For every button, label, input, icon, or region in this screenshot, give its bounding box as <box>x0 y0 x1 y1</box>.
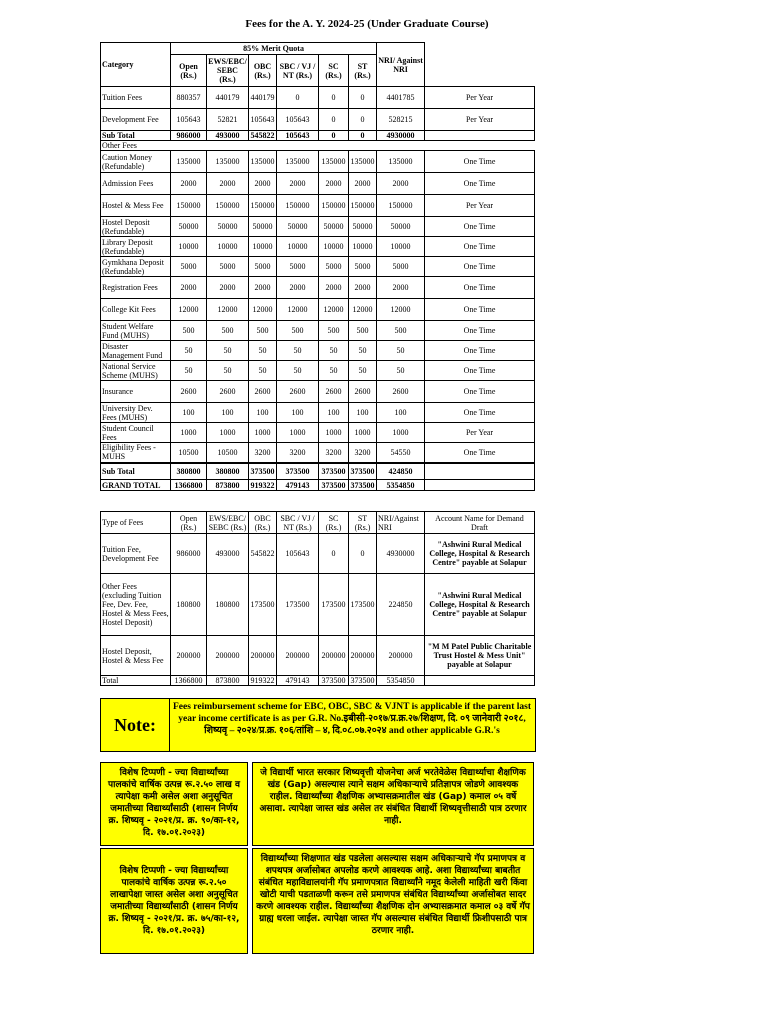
fee-value: 2000 <box>171 173 207 195</box>
fee-value: 373500 <box>319 676 349 686</box>
fee-value: 50000 <box>207 217 249 237</box>
fee-value: 173500 <box>349 574 377 636</box>
fee-frequency: One Time <box>425 217 535 237</box>
fee-value: 380800 <box>207 463 249 480</box>
special-note-right-1: जे विद्यार्थी भारत सरकार शिष्यवृत्ती योजनेचा अर्ज भरतेवेळेस विद्यार्थ्याचा शैक्षणिक खंड (Gap) असल्यास त्याने सक्षम अधिकाऱ्याचे प्रतिज्ञापत्र जोडणे आवश्यक राहील. विद्यार्थ्यांच्या शैक्षणिक अभ्यासक्रमातील खंड (Gap) कमाल ०५ वर्षे असावा. त्यापेक्षा जास्त खंड असेल तर संबंधित विद्यार्थी शिष्यवृत्तीसाठी पात्र ठरणार नाही. <box>252 762 534 846</box>
fee-value: 493000 <box>207 534 249 574</box>
fee-row <box>101 381 535 403</box>
fee-label: Hostel & Mess Fee <box>101 195 171 217</box>
fee-value: 10000 <box>249 237 277 257</box>
fee-value: 4930000 <box>377 131 425 141</box>
merit-quota-header: 85% Merit Quota <box>171 43 377 55</box>
fee-value: 200000 <box>207 636 249 676</box>
fee-label: Student Welfare Fund (MUHS) <box>101 321 171 341</box>
fee-value: 105643 <box>249 109 277 131</box>
fee-value: 4930000 <box>377 534 425 574</box>
fee-value: 12000 <box>277 299 319 321</box>
fee-row <box>101 257 535 277</box>
fee-value: 2600 <box>377 381 425 403</box>
fee-value: 180800 <box>207 574 249 636</box>
fee-value: 5354850 <box>377 480 425 491</box>
note-box <box>100 698 536 752</box>
fee-value: 5000 <box>171 257 207 277</box>
fee-value: 986000 <box>171 131 207 141</box>
fee-value: 986000 <box>171 534 207 574</box>
fee-value <box>319 141 349 151</box>
fee-value: 135000 <box>377 151 425 173</box>
fee-value: 380800 <box>171 463 207 480</box>
fee-value: 135000 <box>277 151 319 173</box>
fee-value: 12000 <box>319 299 349 321</box>
fee-value: 12000 <box>349 299 377 321</box>
fee-value: 3200 <box>349 443 377 463</box>
header-nri: NRI/ Against NRI <box>377 43 425 87</box>
fee-value: 440179 <box>207 87 249 109</box>
fee-value <box>207 141 249 151</box>
fee-value <box>277 141 319 151</box>
fee-label: Student Council Fees <box>101 423 171 443</box>
fee-value <box>171 141 207 151</box>
fee-value: 173500 <box>249 574 277 636</box>
fee-value: 10000 <box>377 237 425 257</box>
draft-row <box>101 676 535 686</box>
special-note-right-2: विद्यार्थ्यांच्या शिक्षणात खंड पडलेला असल्यास सक्षम अधिकाऱ्याचे गॅप प्रमाणपत्र व शपथपत्र अर्जासोबत अपलोड करणे आवश्यक आहे. अशा विद्यार्थ्यांच्या बाबतीत संबंधित महाविद्यालयांनी गॅप प्रमाणपत्रात विद्यार्थ्यांने नमूद केलेली माहिती खरी किंवा खोटी याची पडताळणी करून तसे प्रमाणपत्र संबंधित विद्यार्थ्यांच्या अर्जासोबत सादर करणे आवश्यक राहील. विद्यार्थ्यांच्या शैक्षणिक दोन अभ्यासक्रमात कमाल ०३ वर्षे गॅप ग्राह्य धरला जाईल. त्यापेक्षा जास्त गॅप असल्यास संबंधित विद्यार्थी फ्रिशीपसाठी पात्र ठरणार नाही. <box>252 848 534 954</box>
fee-value: 2000 <box>277 173 319 195</box>
fee-frequency: One Time <box>425 151 535 173</box>
fee-label: Insurance <box>101 381 171 403</box>
fee-value: 0 <box>349 131 377 141</box>
fee-value: 0 <box>319 534 349 574</box>
fee-value: 2000 <box>249 173 277 195</box>
fee-value: 135000 <box>207 151 249 173</box>
fee-value: 0 <box>349 109 377 131</box>
fee-label: University Dev. Fees (MUHS) <box>101 403 171 423</box>
fee-value: 10000 <box>349 237 377 257</box>
fee-value: 919322 <box>250 480 275 490</box>
fee-row <box>101 299 535 321</box>
fee-label: Sub Total <box>101 463 171 480</box>
fee-value: 50 <box>349 341 377 361</box>
fee-frequency: One Time <box>425 443 535 463</box>
fee-label: Development Fee <box>101 109 171 131</box>
fee-value: 2000 <box>319 173 349 195</box>
header-ews: EWS/EBC/ SEBC (Rs.) <box>207 512 249 534</box>
fee-value: 12000 <box>249 299 277 321</box>
fee-type: Other Fees (excluding Tuition Fee, Dev. Fee, Hostel & Mess Fees, Hostel Deposit) <box>101 574 171 636</box>
fee-row <box>101 151 535 173</box>
fee-frequency: One Time <box>425 321 535 341</box>
fee-value: 2000 <box>319 277 349 299</box>
note-text: Fees reimbursement scheme for EBC, OBC, SBC & VJNT is applicable if the parent last year income certificate is as per G.R. No.इबीसी-२०१७/प्र.क्र.२७/शिक्षण, दि. ०९ जानेवारी २०१८, शिष्यवृ – २०२४/प्र.क्र. १०६/तांशि – ४, दि.०८.०७.२०२४ and other applicable G.R.'s <box>173 702 531 736</box>
fee-frequency: One Time <box>425 361 535 381</box>
fee-label: College Kit Fees <box>101 299 171 321</box>
fee-value: 5000 <box>207 257 249 277</box>
fee-frequency: One Time <box>425 257 535 277</box>
fee-value: 2000 <box>349 277 377 299</box>
fee-value: 545822 <box>250 131 275 140</box>
header-category: Category <box>101 43 171 87</box>
fee-value: 12000 <box>171 299 207 321</box>
fee-value: 424850 <box>377 463 425 480</box>
header-sbc: SBC / VJ / NT (Rs.) <box>277 512 319 534</box>
fee-value: 50000 <box>377 217 425 237</box>
fee-value: 873800 <box>207 480 249 491</box>
fee-value: 150000 <box>277 195 319 217</box>
account-name: "Ashwini Rural Medical College, Hospital & Research Centre" payable at Solapur <box>425 574 535 636</box>
special-note-left-2: विशेष टिप्पणी - ज्या विद्यार्थ्यांच्या पालकांचे वार्षिक उत्पन्न रू.२.५० लाखापेक्षा जास्त असेल अशा अनुसूचित जमातीच्या विद्यार्थ्यांसाठी (शासन निर्णय क्र. शिष्यवृ - २०२१/प्र. क्र. ७५/का-१२, दि. १७.०१.२०२३) <box>100 848 248 954</box>
fee-value: 0 <box>277 87 319 109</box>
fee-value: 5000 <box>377 257 425 277</box>
note-label: Note: <box>101 699 170 751</box>
fee-value: 5354850 <box>377 676 425 686</box>
fee-value: 2600 <box>171 381 207 403</box>
fee-frequency: Per Year <box>425 109 535 131</box>
fee-value: 2600 <box>319 381 349 403</box>
fee-value: 500 <box>349 321 377 341</box>
fee-value: 135000 <box>319 151 349 173</box>
fee-value: 373500 <box>349 480 377 491</box>
fee-value: 105643 <box>171 109 207 131</box>
special-note-left-1: विशेष टिप्पणी - ज्या विद्यार्थ्यांच्या पालकांचे वार्षिक उत्पन्न रू.२.५० लाख व त्यापेक्षा कमी असेल अशा अनुसूचित जमातीच्या विद्यार्थ्यांसाठी (शासन निर्णय क्र. शिष्यवृ - २०२१/प्र. क्र. ९०/का-१२, दि. १७.०१.२०२३) <box>100 762 248 846</box>
header-open: Open (Rs.) <box>171 512 207 534</box>
fee-row <box>101 141 535 151</box>
fee-value: 10000 <box>207 237 249 257</box>
fee-value: 373500 <box>319 463 349 480</box>
fee-frequency: One Time <box>425 237 535 257</box>
fee-row <box>101 87 535 109</box>
fee-value: 50000 <box>319 217 349 237</box>
fee-value: 500 <box>319 321 349 341</box>
fee-value: 150000 <box>319 195 349 217</box>
fee-value: 880357 <box>171 87 207 109</box>
fee-value: 545822 <box>249 534 277 574</box>
fee-value: 10500 <box>207 443 249 463</box>
fee-value: 500 <box>171 321 207 341</box>
fee-row <box>101 237 535 257</box>
fee-value: 200000 <box>277 636 319 676</box>
draft-row <box>101 534 535 574</box>
header-obc: OBC (Rs.) <box>249 55 277 87</box>
fee-value: 10000 <box>171 237 207 257</box>
fee-frequency: One Time <box>425 277 535 299</box>
fee-value: 2000 <box>207 173 249 195</box>
fee-value: 10000 <box>277 237 319 257</box>
fee-row <box>101 173 535 195</box>
fee-value: 105643 <box>277 131 319 141</box>
header-blank <box>425 43 535 87</box>
fee-label: Eligibility Fees - MUHS <box>101 443 171 463</box>
fee-category-table <box>100 42 535 491</box>
page-title: Fees for the A. Y. 2024-25 (Under Graduate Course) <box>245 18 489 30</box>
fee-row <box>101 423 535 443</box>
account-name: "M M Patel Public Charitable Trust Hostel & Mess Unit" payable at Solapur <box>425 636 535 676</box>
fee-value: 52821 <box>207 109 249 131</box>
fee-value <box>249 141 277 151</box>
fee-value: 50000 <box>171 217 207 237</box>
fee-value: 50 <box>319 341 349 361</box>
fee-value: 150000 <box>377 195 425 217</box>
fee-value: 10500 <box>171 443 207 463</box>
draft-row <box>101 636 535 676</box>
fee-row <box>101 195 535 217</box>
fee-label: Sub Total <box>101 131 171 141</box>
fee-frequency: One Time <box>425 403 535 423</box>
fee-frequency: One Time <box>425 173 535 195</box>
fee-value: 50000 <box>349 217 377 237</box>
fee-value: 54550 <box>377 443 425 463</box>
fee-value: 50 <box>277 341 319 361</box>
header-sc: SC (Rs.) <box>319 512 349 534</box>
fee-value: 5000 <box>277 257 319 277</box>
fee-value: 2000 <box>249 277 277 299</box>
fee-frequency: Per Year <box>425 195 535 217</box>
fee-value: 150000 <box>349 195 377 217</box>
header-ews: EWS/EBC/ SEBC (Rs.) <box>207 55 249 87</box>
fee-row <box>101 443 535 463</box>
fee-value: 105643 <box>277 534 319 574</box>
fee-value: 3200 <box>249 443 277 463</box>
fee-value: 135000 <box>349 151 377 173</box>
fee-value: 2000 <box>277 277 319 299</box>
fee-value: 1366800 <box>171 480 207 491</box>
fee-value <box>349 141 377 151</box>
fee-value: 1000 <box>377 423 425 443</box>
draft-row <box>101 574 535 636</box>
fee-value: 2600 <box>277 381 319 403</box>
header-st: ST (Rs.) <box>349 512 377 534</box>
fee-value: 500 <box>249 321 277 341</box>
fee-value: 1000 <box>171 423 207 443</box>
fee-value: 50 <box>249 361 277 381</box>
fee-label: Disaster Management Fund <box>101 341 171 361</box>
fee-value: 50000 <box>277 217 319 237</box>
fee-row <box>101 321 535 341</box>
header-sc: SC (Rs.) <box>319 55 349 87</box>
demand-draft-table <box>100 511 535 686</box>
fee-row <box>101 341 535 361</box>
fee-value: 100 <box>319 403 349 423</box>
header-account-name: Account Name for Demand Draft <box>425 512 535 534</box>
header-sbc: SBC / VJ / NT (Rs.) <box>277 55 319 87</box>
fee-value: 0 <box>319 109 349 131</box>
fee-value: 500 <box>277 321 319 341</box>
fee-label: Tuition Fees <box>101 87 171 109</box>
fee-value: 2000 <box>349 173 377 195</box>
fee-value: 5000 <box>319 257 349 277</box>
fee-value: 1366800 <box>171 676 207 686</box>
fee-value: 373500 <box>349 463 377 480</box>
fee-type: Total <box>101 676 171 686</box>
fee-label: Caution Money (Refundable) <box>101 151 171 173</box>
fee-label: Gymkhana Deposit (Refundable) <box>101 257 171 277</box>
fee-row <box>101 217 535 237</box>
fee-value: 10000 <box>319 237 349 257</box>
fee-row <box>101 361 535 381</box>
header-nri: NRI/Against NRI <box>377 512 425 534</box>
fee-value: 2000 <box>207 277 249 299</box>
fee-row <box>101 109 535 131</box>
fee-label: Registration Fees <box>101 277 171 299</box>
fee-value: 2000 <box>171 277 207 299</box>
fee-value: 373500 <box>319 480 349 491</box>
fee-type: Hostel Deposit, Hostel & Mess Fee <box>101 636 171 676</box>
fee-value: 2000 <box>377 277 425 299</box>
account-name <box>425 676 535 686</box>
fee-value <box>377 141 425 151</box>
fee-value: 150000 <box>171 195 207 217</box>
fee-value: 440179 <box>249 87 277 109</box>
fee-value: 2600 <box>249 381 277 403</box>
fee-value: 528215 <box>377 109 425 131</box>
fee-value: 5000 <box>249 257 277 277</box>
fee-value: 50 <box>349 361 377 381</box>
fee-value: 150000 <box>249 195 277 217</box>
fee-value: 12000 <box>377 299 425 321</box>
fee-value: 50 <box>207 341 249 361</box>
header-open: Open (Rs.) <box>171 55 207 87</box>
fee-value: 50 <box>171 361 207 381</box>
fee-value: 173500 <box>319 574 349 636</box>
fee-value: 0 <box>349 87 377 109</box>
fee-value: 4401785 <box>377 87 425 109</box>
fee-value: 224850 <box>377 574 425 636</box>
fee-frequency <box>425 463 535 480</box>
header-obc: OBC (Rs.) <box>249 512 277 534</box>
fee-value: 100 <box>171 403 207 423</box>
fee-value: 1000 <box>319 423 349 443</box>
fee-frequency: One Time <box>425 381 535 403</box>
fee-value: 1000 <box>207 423 249 443</box>
fee-value: 50000 <box>249 217 277 237</box>
fee-value: 373500 <box>249 463 277 480</box>
fee-value: 1000 <box>249 423 277 443</box>
fee-value: 0 <box>319 87 349 109</box>
fee-value: 12000 <box>207 299 249 321</box>
fee-frequency <box>425 480 535 491</box>
fee-value: 479143 <box>277 480 319 491</box>
fee-value: 50 <box>207 361 249 381</box>
fee-label: GRAND TOTAL <box>101 480 171 491</box>
fee-value: 500 <box>207 321 249 341</box>
fee-value: 100 <box>349 403 377 423</box>
fee-value: 3200 <box>277 443 319 463</box>
fee-value: 180800 <box>171 574 207 636</box>
fee-value: 200000 <box>171 636 207 676</box>
fee-value: 2600 <box>207 381 249 403</box>
fee-value: 5000 <box>349 257 377 277</box>
fee-frequency: Per Year <box>425 87 535 109</box>
header-st: ST (Rs.) <box>349 55 377 87</box>
fee-value: 0 <box>319 131 349 141</box>
fee-frequency <box>425 131 535 141</box>
fee-value: 50 <box>171 341 207 361</box>
fee-label: Other Fees <box>101 141 171 151</box>
fee-value: 50 <box>377 361 425 381</box>
fee-value: 173500 <box>277 574 319 636</box>
fee-value: 100 <box>377 403 425 423</box>
header-type-of-fees: Type of Fees <box>101 512 171 534</box>
fee-frequency: Per Year <box>425 423 535 443</box>
fee-value: 373500 <box>350 676 375 685</box>
fee-value: 200000 <box>249 636 277 676</box>
fee-value: 873800 <box>207 676 249 686</box>
fee-value: 50 <box>249 341 277 361</box>
fee-row <box>101 131 535 141</box>
fee-value: 135000 <box>171 151 207 173</box>
fee-value: 50 <box>377 341 425 361</box>
fee-value: 2000 <box>377 173 425 195</box>
fee-value: 150000 <box>207 195 249 217</box>
fee-frequency: One Time <box>425 299 535 321</box>
fee-value: 100 <box>207 403 249 423</box>
fee-value: 100 <box>277 403 319 423</box>
fee-value: 100 <box>249 403 277 423</box>
fee-value: 500 <box>377 321 425 341</box>
fee-value: 919322 <box>250 676 275 685</box>
fee-row <box>101 463 535 480</box>
fee-value: 200000 <box>319 636 349 676</box>
fee-value: 1000 <box>349 423 377 443</box>
fee-value: 50 <box>277 361 319 381</box>
fee-value: 2600 <box>349 381 377 403</box>
fee-frequency <box>425 141 535 151</box>
fee-label: National Service Scheme (MUHS) <box>101 361 171 381</box>
fee-label: Hostel Deposit (Refundable) <box>101 217 171 237</box>
fee-row <box>101 403 535 423</box>
fee-value: 3200 <box>319 443 349 463</box>
fee-frequency: One Time <box>425 341 535 361</box>
fee-value: 0 <box>349 534 377 574</box>
fee-row <box>101 480 535 491</box>
fee-value: 105643 <box>277 109 319 131</box>
fee-value: 200000 <box>349 636 377 676</box>
fee-value: 479143 <box>277 676 319 686</box>
fee-label: Library Deposit (Refundable) <box>101 237 171 257</box>
fee-row <box>101 277 535 299</box>
fee-label: Admission Fees <box>101 173 171 195</box>
fee-value: 135000 <box>249 151 277 173</box>
account-name: "Ashwini Rural Medical College, Hospital & Research Centre" payable at Solapur <box>425 534 535 574</box>
fee-value: 373500 <box>277 463 319 480</box>
fee-type: Tuition Fee, Development Fee <box>101 534 171 574</box>
fee-value: 200000 <box>377 636 425 676</box>
fee-value: 1000 <box>277 423 319 443</box>
fee-value: 493000 <box>207 131 249 141</box>
fee-value: 50 <box>319 361 349 381</box>
